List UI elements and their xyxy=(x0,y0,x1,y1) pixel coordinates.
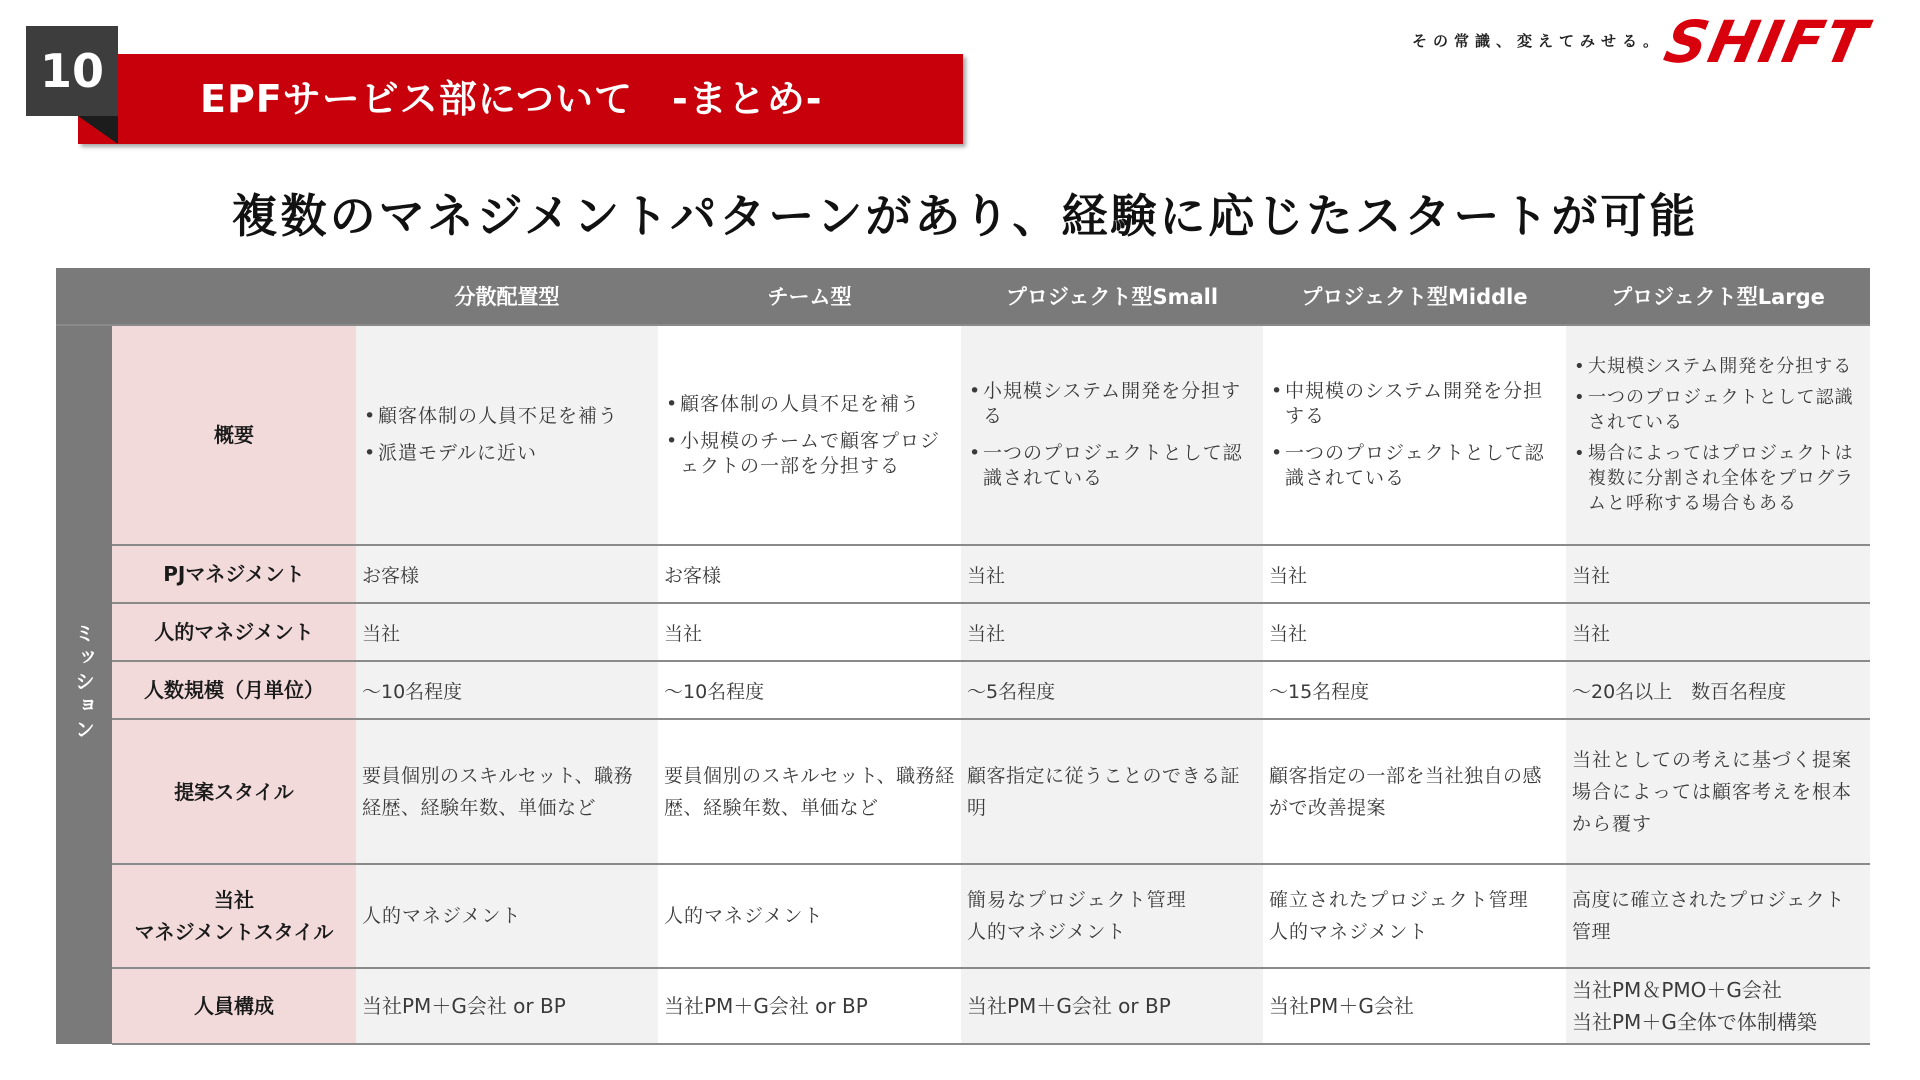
table-cell: 人的マネジメント xyxy=(658,864,961,968)
headline: 複数のマネジメントパターンがあり、経験に応じたスタートが可能 xyxy=(231,189,1699,243)
table-cell: 当社PM＆PMO＋G会社 当社PM＋G全体で体制構築 xyxy=(1566,968,1870,1044)
brand-tagline: その常識、変えてみせる。 xyxy=(1412,32,1665,50)
bullet-item: • 一つのプロジェクトとして認識されている xyxy=(1588,385,1864,435)
bullet-item: • 場合によってはプロジェクトは複数に分割され全体をプログラムと呼称する場合もある xyxy=(1588,441,1864,516)
table-row xyxy=(56,661,1870,719)
table-cell: 当社としての考えに基づく提案 場合によっては顧客考えを根本から覆す xyxy=(1566,719,1870,864)
column-header: チーム型 xyxy=(658,268,961,325)
slide-title: EPFサービス部について -まとめ- xyxy=(200,77,823,121)
table-row xyxy=(56,325,1870,545)
table-cell: 顧客指定に従うことのできる証明 xyxy=(961,719,1263,864)
table-cell: 当社PM＋G会社 xyxy=(1263,968,1566,1044)
bullet-item: • 小規模システム開発を分担する xyxy=(983,379,1257,429)
table-cell: 当社 xyxy=(356,603,658,661)
row-label: PJマネジメント xyxy=(112,545,356,603)
table-row xyxy=(56,603,1870,661)
table-cell xyxy=(1263,325,1566,545)
table-cell: 当社PM＋G会社 or BP xyxy=(961,968,1263,1044)
row-label: 人員構成 xyxy=(112,968,356,1044)
table-cell: お客様 xyxy=(356,545,658,603)
table-cell xyxy=(1566,325,1870,545)
table-cell: お客様 xyxy=(658,545,961,603)
bullet-item: • 顧客体制の人員不足を補う xyxy=(378,404,652,429)
table-cell: 要員個別のスキルセット、職務経歴、経験年数、単価など xyxy=(658,719,961,864)
table-header-row xyxy=(56,268,1870,325)
row-label-line: マネジメントスタイル xyxy=(134,920,334,944)
table-cell: 当社 xyxy=(1263,545,1566,603)
bullet-item: • 顧客体制の人員不足を補う xyxy=(680,392,955,417)
shift-logo: SHIFT xyxy=(1658,8,1875,76)
table-cell xyxy=(961,325,1263,545)
badge-fold-shadow xyxy=(78,116,118,144)
table-cell: ～15名程度 xyxy=(1263,661,1566,719)
table-cell: 当社 xyxy=(961,603,1263,661)
bullet-item: • 大規模システム開発を分担する xyxy=(1588,354,1864,379)
row-label: 人数規模（月単位） xyxy=(112,661,356,719)
table-cell: 顧客指定の一部を当社独自の感がで改善提案 xyxy=(1263,719,1566,864)
bullet-item: • 中規模のシステム開発を分担する xyxy=(1285,379,1560,429)
row-label: 概要 xyxy=(112,325,356,545)
bullet-item: • 派遣モデルに近い xyxy=(378,441,652,466)
column-header: プロジェクト型Middle xyxy=(1263,268,1566,325)
row-label: 人的マネジメント xyxy=(112,603,356,661)
table-cell: 当社PM＋G会社 or BP xyxy=(356,968,658,1044)
column-header: 分散配置型 xyxy=(356,268,658,325)
column-header: プロジェクト型Large xyxy=(1566,268,1870,325)
table-cell: ～20名以上 数百名程度 xyxy=(1566,661,1870,719)
row-label-line: 当社 xyxy=(214,888,254,912)
bullet-item: • 一つのプロジェクトとして認識されている xyxy=(983,441,1257,491)
table-cell: 当社 xyxy=(1263,603,1566,661)
table-row xyxy=(56,968,1870,1044)
column-header: プロジェクト型Small xyxy=(961,268,1263,325)
table-cell: 当社PM＋G会社 or BP xyxy=(658,968,961,1044)
table-row xyxy=(56,719,1870,864)
table-cell: ～10名程度 xyxy=(356,661,658,719)
slide-number-badge: 10 xyxy=(26,26,118,116)
table-cell: 当社 xyxy=(1566,545,1870,603)
bullet-item: • 一つのプロジェクトとして認識されている xyxy=(1285,441,1560,491)
table-cell: 当社 xyxy=(1566,603,1870,661)
bullet-item: • 小規模のチームで顧客プロジェクトの一部を分担する xyxy=(680,429,955,479)
mission-side-label: ミッション xyxy=(56,325,112,1044)
table-cell xyxy=(658,325,961,545)
row-label xyxy=(112,864,356,968)
table-cell: 簡易なプロジェクト管理 人的マネジメント xyxy=(961,864,1263,968)
table-cell: 確立されたプロジェクト管理 人的マネジメント xyxy=(1263,864,1566,968)
table-cell: 当社 xyxy=(658,603,961,661)
table-cell: 人的マネジメント xyxy=(356,864,658,968)
table-cell: 高度に確立されたプロジェクト管理 xyxy=(1566,864,1870,968)
table-cell: 当社 xyxy=(961,545,1263,603)
management-pattern-table xyxy=(56,268,1870,1045)
table-row xyxy=(56,864,1870,968)
row-label: 提案スタイル xyxy=(112,719,356,864)
title-bar xyxy=(78,54,963,144)
table-row xyxy=(56,545,1870,603)
table-cell xyxy=(356,325,658,545)
header-corner xyxy=(56,268,356,325)
table-cell: 要員個別のスキルセット、職務経歴、経験年数、単価など xyxy=(356,719,658,864)
table-cell: ～10名程度 xyxy=(658,661,961,719)
table-cell: ～5名程度 xyxy=(961,661,1263,719)
